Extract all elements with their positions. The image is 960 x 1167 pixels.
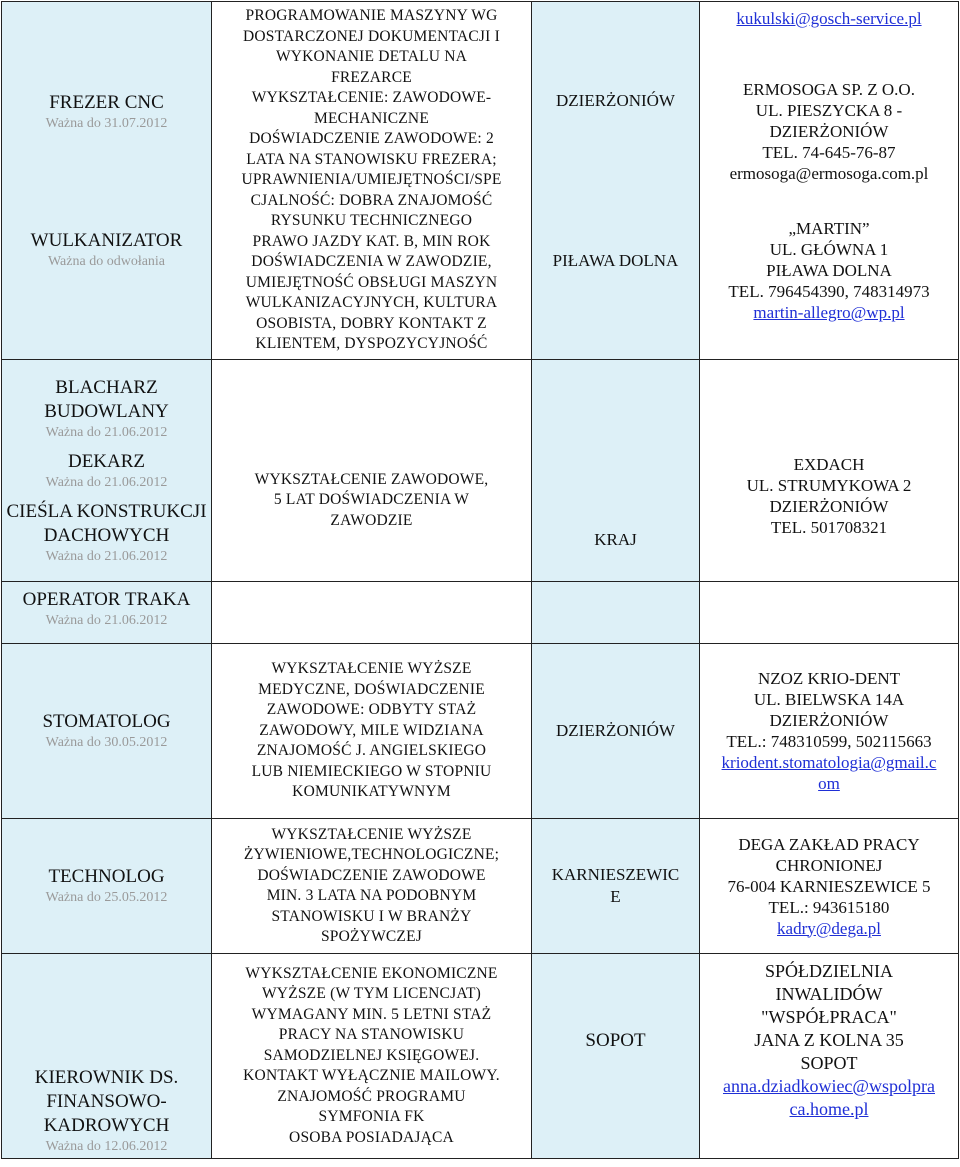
req-line: ZAWODOWY, MILE WIDZIANA — [259, 721, 484, 739]
employer-line: DZIERŻONIÓW — [769, 496, 889, 516]
table-row — [2, 644, 959, 819]
req-line: PROGRAMOWANIE MASZYNY WG — [245, 7, 498, 25]
employer-line: DZIERŻONIÓW — [769, 711, 889, 730]
job-title: BLACHARZ BUDOWLANY — [44, 376, 169, 422]
job-title: STOMATOLOG — [42, 711, 171, 732]
job-title: CIEŚLA KONSTRUKCJI DACHOWYCH — [6, 500, 207, 546]
employer-line: TEL. 501708321 — [770, 517, 888, 537]
req-line: ZAWODZIE — [330, 511, 413, 529]
table-row — [2, 582, 959, 644]
req-line: KLIENTEM, DYSPOZYCYJNOŚĆ — [255, 335, 488, 353]
table-row — [2, 2, 959, 360]
validity-date: Ważna do 21.06.2012 — [45, 424, 168, 440]
employer-line: „MARTIN” — [788, 219, 870, 238]
employer-line: SOPOT — [800, 1053, 858, 1073]
req-line: WYMAGANY MIN. 5 LETNI STAŻ — [251, 1005, 492, 1023]
req-line: PRAWO JAZDY KAT. B, MIN ROK — [252, 232, 491, 250]
job-cell — [2, 582, 212, 644]
location: DZIERŻONIÓW — [556, 90, 675, 110]
employer-cell — [700, 819, 959, 954]
validity-date: Ważna do odwołania — [47, 253, 166, 269]
employer-line: TEL. 796454390, 748314973 — [728, 282, 930, 301]
validity-date: Ważna do 12.06.2012 — [45, 1139, 168, 1154]
req-line: CJALNOŚĆ: DOBRA ZNAJOMOŚĆ — [250, 191, 493, 209]
job-title: KIEROWNIK DS. FINANSOWO-KADROWYCH — [34, 1067, 179, 1136]
req-line: WYŻSZE (W TYM LICENCJAT) — [261, 985, 482, 1003]
employer-line: ermosoga@ermosoga.com.pl — [729, 164, 929, 183]
req-line: DOŚWIADCZENIE ZAWODOWE: 2 — [249, 130, 494, 148]
requirements-cell — [212, 360, 532, 582]
req-line: WYKSZTAŁCENIE WYŻSZE — [271, 825, 472, 843]
requirements-cell — [212, 819, 532, 954]
req-line: WYKONANIE DETALU NA — [275, 48, 468, 66]
employer-line: EXDACH — [793, 454, 865, 474]
job-title: FREZER CNC — [49, 91, 164, 113]
job-cell — [2, 819, 212, 954]
employer-line: JANA Z KOLNA 35 — [754, 1030, 904, 1050]
employer-line: INWALIDÓW — [775, 984, 883, 1004]
location: E — [610, 887, 621, 906]
employer-line: UL. BIELWSKA 14A — [753, 690, 905, 709]
job-cell — [2, 644, 212, 819]
req-line: LATA NA STANOWISKU FREZERA; — [246, 150, 497, 168]
email-link[interactable]: anna.dziadkowiec@wspolpra — [722, 1076, 935, 1096]
email-link[interactable]: martin-allegro@wp.pl — [753, 303, 905, 322]
validity-date: Ważna do 21.06.2012 — [45, 474, 168, 490]
validity-date: Ważna do 30.05.2012 — [45, 735, 168, 750]
location: DZIERŻONIÓW — [556, 721, 675, 740]
req-line: OSOBISTA, DOBRY KONTAKT Z — [256, 314, 487, 332]
job-title: OPERATOR TRAKA — [22, 589, 191, 610]
employer-line: "WSPÓŁPRACA" — [761, 1007, 897, 1027]
job-cell — [2, 360, 212, 582]
employer-line: TEL.: 748310599, 502115663 — [726, 732, 932, 751]
req-line: UPRAWNIENIA/UMIEJĘTNOŚCI/SPE — [241, 171, 502, 189]
location: KRAJ — [594, 530, 637, 549]
req-line: UMIEJĘTNOŚĆ OBSŁUGI MASZYN — [245, 273, 498, 291]
location: PIŁAWA DOLNA — [552, 250, 679, 270]
employer-line: DZIERŻONIÓW — [769, 122, 889, 141]
validity-date: Ważna do 21.06.2012 — [45, 548, 168, 564]
employer-line: DEGA ZAKŁAD PRACY — [738, 834, 920, 854]
req-line: WYKSZTAŁCENIE ZAWODOWE, — [254, 470, 489, 488]
location-cell — [532, 582, 700, 644]
email-link[interactable]: kadry@dega.pl — [777, 918, 881, 938]
employer-line: SPÓŁDZIELNIA — [765, 961, 893, 981]
req-line: SYMFONIA FK — [318, 1108, 425, 1126]
table-row — [2, 954, 959, 1159]
employer-cell — [700, 2, 959, 360]
employer-cell — [700, 954, 959, 1159]
req-line: ZNAJOMOŚĆ J. ANGIELSKIEGO — [256, 742, 487, 760]
email-link[interactable]: kriodent.stomatologia@gmail.c — [721, 753, 937, 772]
job-title: WULKANIZATOR — [30, 229, 183, 251]
requirements-cell — [212, 644, 532, 819]
location-cell — [532, 954, 700, 1159]
table-row — [2, 360, 959, 582]
location-cell — [532, 644, 700, 819]
requirements-cell — [212, 2, 532, 360]
validity-date: Ważna do 31.07.2012 — [45, 115, 168, 131]
location-cell — [532, 2, 700, 360]
req-line: ZNAJOMOŚĆ PROGRAMU — [277, 1087, 466, 1105]
req-line: SAMODZIELNEJ KSIĘGOWEJ. — [263, 1046, 480, 1064]
table-row — [2, 819, 959, 954]
req-line: KONTAKT WYŁĄCZNIE MAILOWY. — [243, 1067, 500, 1085]
req-line: KOMUNIKATYWNYM — [292, 783, 451, 801]
employer-line: NZOZ KRIO-DENT — [757, 669, 901, 688]
req-line: MIN. 3 LATA NA PODOBNYM — [266, 887, 477, 904]
employer-line: UL. STRUMYKOWA 2 — [746, 475, 912, 495]
req-line: WULKANIZACYJNYCH, KULTURA — [245, 294, 498, 312]
employer-line: 76-004 KARNIESZEWICE 5 — [727, 876, 931, 896]
job-cell — [2, 954, 212, 1159]
req-line: LUB NIEMIECKIEGO W STOPNIU — [251, 762, 492, 780]
req-line: ZAWODOWE: ODBYTY STAŻ — [266, 701, 477, 719]
validity-date: Ważna do 25.05.2012 — [45, 890, 168, 905]
req-line: WYKSZTAŁCENIE: ZAWODOWE- — [251, 89, 492, 107]
job-title: TECHNOLOG — [48, 866, 165, 887]
employer-line: CHRONIONEJ — [775, 855, 883, 875]
email-link[interactable]: om — [818, 774, 840, 793]
req-line: MEDYCZNE, DOŚWIADCZENIE — [258, 680, 485, 698]
employer-line: TEL.: 943615180 — [768, 897, 890, 917]
req-line: DOSTARCZONEJ DOKUMENTACJI I — [243, 27, 500, 45]
location-cell — [532, 360, 700, 582]
employer-cell — [700, 360, 959, 582]
employer-cell — [700, 644, 959, 819]
job-title: DEKARZ — [67, 450, 146, 472]
req-line: 5 LAT DOŚWIADCZENIA W — [273, 491, 470, 509]
req-line: RYSUNKU TECHNICZNEGO — [270, 212, 473, 230]
employer-line: UL. PIESZYCKA 8 - — [755, 101, 903, 120]
location: KARNIESZEWIC — [551, 865, 680, 884]
employer-cell — [700, 582, 959, 644]
employer-line: UL. GŁÓWNA 1 — [769, 240, 889, 259]
req-line: WYKSZTAŁCENIE EKONOMICZNE — [245, 964, 498, 982]
req-line: OSOBA POSIADAJĄCA — [289, 1128, 454, 1146]
employer-line: PIŁAWA DOLNA — [766, 261, 892, 280]
employer-line: ERMOSOGA SP. Z O.O. — [743, 80, 915, 99]
req-line: DOŚWIADCZENIA W ZAWODZIE, — [251, 253, 492, 271]
location: SOPOT — [585, 1030, 646, 1051]
employer-line: TEL. 74-645-76-87 — [762, 143, 896, 162]
req-line: FREZARCE — [331, 68, 412, 86]
job-offers-table — [1, 1, 959, 1159]
req-line: PRACY NA STANOWISKU — [278, 1026, 465, 1044]
requirements-cell — [212, 954, 532, 1159]
validity-date: Ważna do 21.06.2012 — [45, 613, 168, 628]
req-line: STANOWISKU I W BRANŻY — [271, 907, 472, 925]
email-link[interactable]: ca.home.pl — [789, 1099, 869, 1119]
email-link[interactable]: kukulski@gosch-service.pl — [736, 9, 922, 28]
req-line: MECHANICZNE — [314, 109, 429, 127]
req-line: ŻYWIENIOWE,TECHNOLOGICZNE; — [243, 846, 500, 863]
req-line: SPOŻYWCZEJ — [320, 928, 423, 945]
location-cell — [532, 819, 700, 954]
job-cell — [2, 2, 212, 360]
requirements-cell — [212, 582, 532, 644]
req-line: WYKSZTAŁCENIE WYŻSZE — [271, 660, 472, 678]
req-line: DOŚWIADCZENIE ZAWODOWE — [257, 866, 486, 884]
